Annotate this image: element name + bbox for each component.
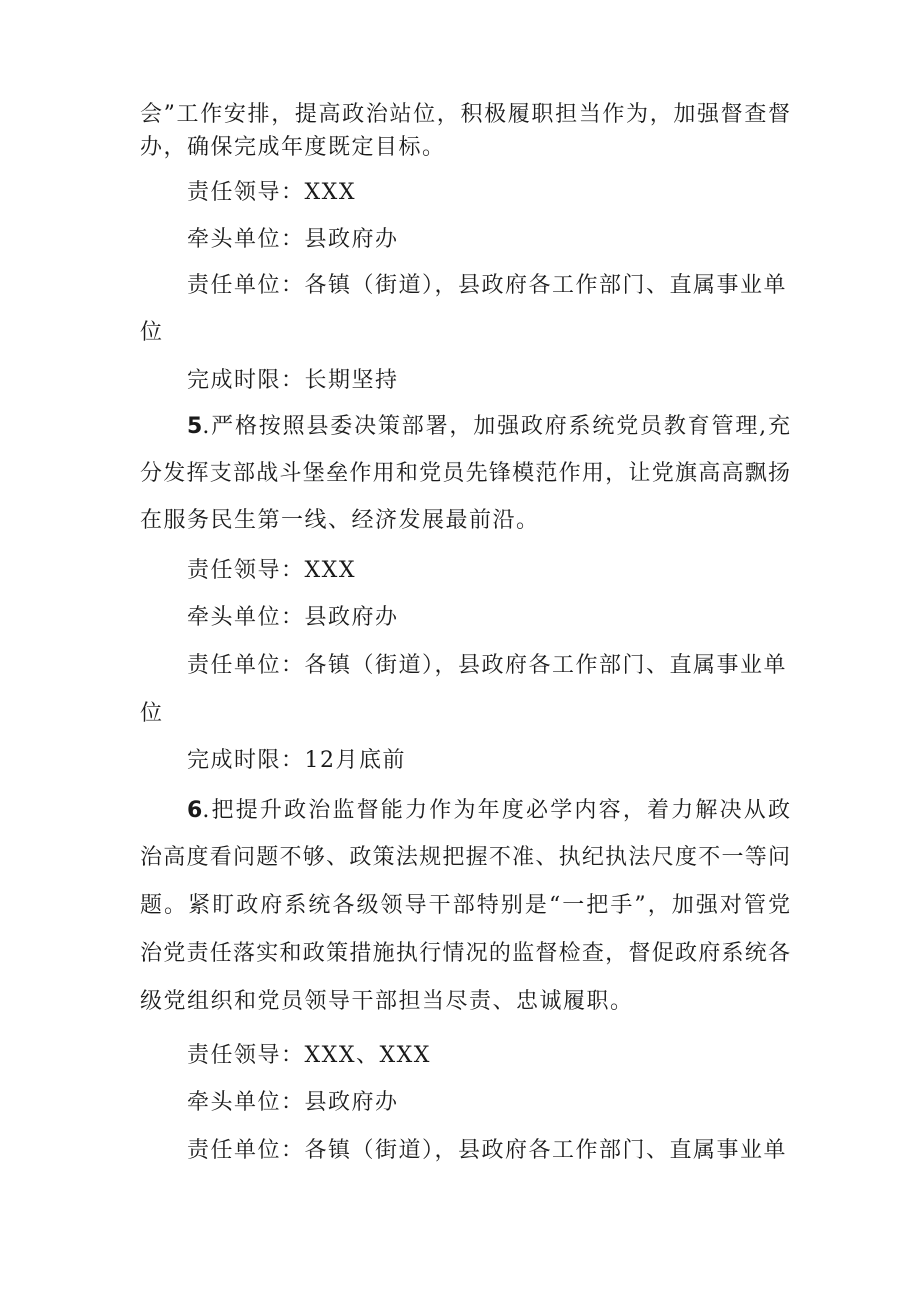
item5-line-3: 在服务民生第一线、经济发展最前沿。 xyxy=(140,508,540,533)
item5-line-2: 分发挥支部战斗堡垒作用和党员先锋模范作用，让党旗高高飘扬 xyxy=(140,461,790,486)
block1-resp-unit-line1: 责任单位：各镇（街道），县政府各工作部门、直属事业单 xyxy=(187,273,788,298)
item5-line-1-text: .严格按照县委决策部署，加强政府系统党员教育管理,充 xyxy=(202,414,790,439)
item5-resp-unit-line2: 位 xyxy=(140,701,164,726)
item6-line-3: 题。紧盯政府系统各级领导干部特别是“一把手”，加强对管党 xyxy=(140,893,790,918)
item5-number: 5 xyxy=(187,414,203,439)
item5-resp-unit-line1: 责任单位：各镇（街道），县政府各工作部门、直属事业单 xyxy=(187,653,788,678)
block1-deadline: 完成时限：长期坚持 xyxy=(187,368,399,393)
item6-number: 6 xyxy=(187,798,203,823)
item5-lead-unit: 牵头单位：县政府办 xyxy=(187,605,399,630)
item6-line-4: 治党责任落实和政策措施执行情况的监督检查，督促政府系统各 xyxy=(140,941,790,966)
item5-deadline: 完成时限：12月底前 xyxy=(187,748,406,773)
intro-line-1: 会”工作安排，提高政治站位，积极履职担当作为，加强督查督 xyxy=(140,102,790,127)
intro-line-2: 办，确保完成年度既定目标。 xyxy=(140,135,446,160)
item5-line-1 xyxy=(187,412,790,442)
item6-line-1 xyxy=(187,796,790,826)
item6-lead-unit: 牵头单位：县政府办 xyxy=(187,1090,399,1115)
item5-leader: 责任领导：XXX xyxy=(187,558,356,583)
item6-line-2: 治高度看问题不够、政策法规把握不准、执纪执法尺度不一等问 xyxy=(140,845,790,870)
block1-leader: 责任领导：XXX xyxy=(187,180,356,205)
item6-line-5: 级党组织和党员领导干部担当尽责、忠诚履职。 xyxy=(140,989,634,1014)
item6-resp-unit-line1: 责任单位：各镇（街道），县政府各工作部门、直属事业单 xyxy=(187,1138,788,1163)
item6-leader: 责任领导：XXX、XXX xyxy=(187,1043,431,1068)
block1-resp-unit-line2: 位 xyxy=(140,320,164,345)
block1-lead-unit: 牵头单位：县政府办 xyxy=(187,227,399,252)
item6-line-1-text: .把提升政治监督能力作为年度必学内容，着力解决从政 xyxy=(202,798,790,823)
